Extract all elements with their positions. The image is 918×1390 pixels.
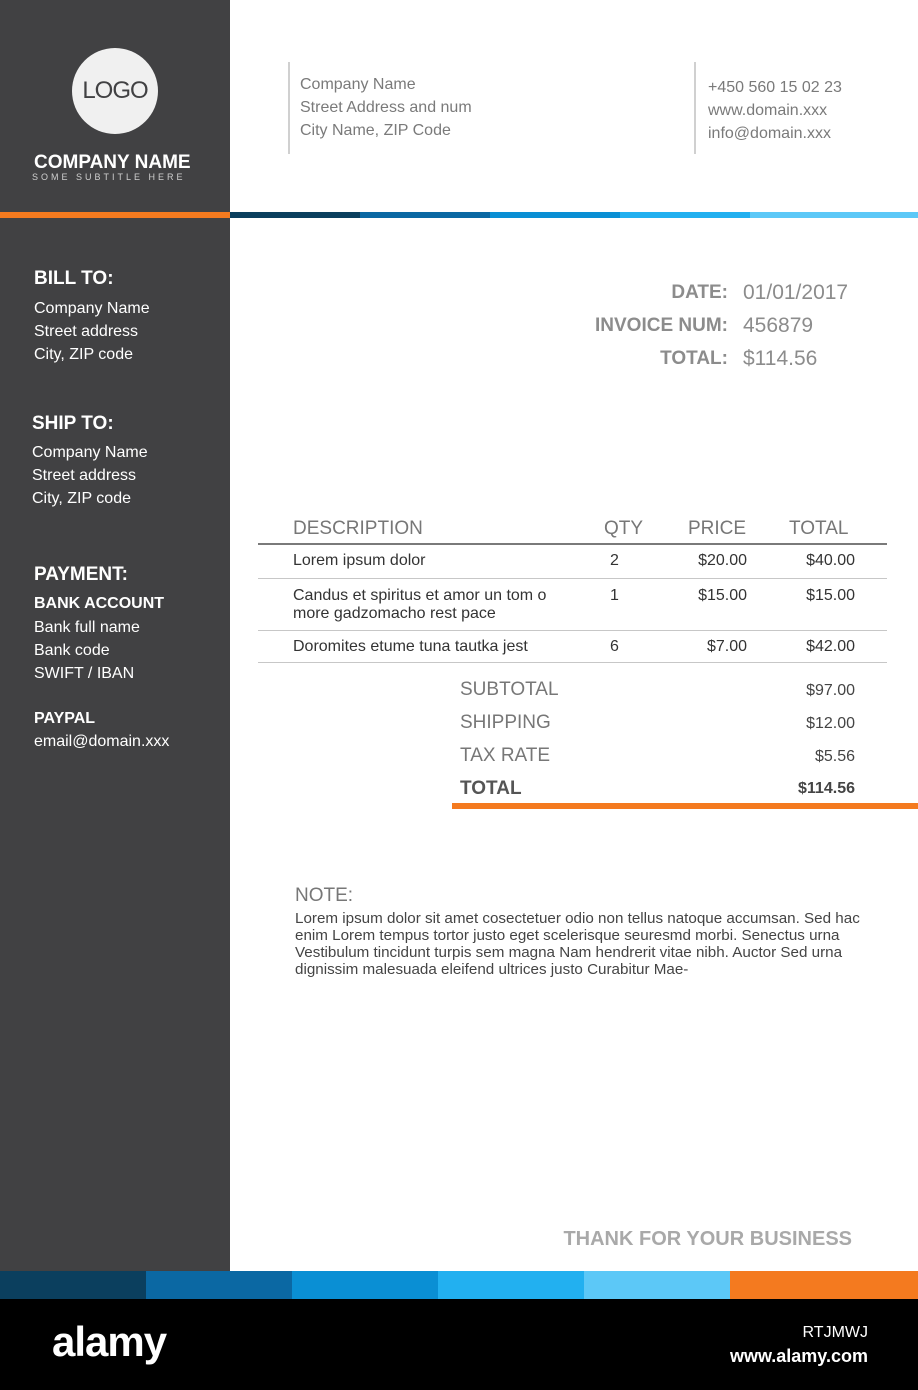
header-divider — [288, 62, 290, 154]
image-id: RTJMWJ — [802, 1324, 868, 1341]
bill-to-heading: BILL TO: — [34, 268, 114, 289]
row-description: Candus et spiritus et amor un tom o more gadzomacho rest pace — [293, 587, 547, 622]
color-strip-segment — [438, 1271, 584, 1299]
summary-total-label: TOTAL — [460, 778, 522, 799]
address-line: City Name, ZIP Code — [300, 122, 451, 139]
color-strip-segment — [146, 1271, 292, 1299]
header-divider — [694, 62, 696, 154]
tax-rate-label: TAX RATE — [460, 745, 551, 766]
column-header-qty: QTY — [604, 518, 644, 539]
row-qty: 6 — [610, 638, 619, 655]
tax-rate-value: $5.56 — [814, 748, 855, 765]
summary-total-value: $114.56 — [798, 780, 855, 797]
color-strip-segment — [584, 1271, 730, 1299]
row-price: $7.00 — [706, 638, 747, 655]
paypal-heading: PAYPAL — [34, 710, 96, 727]
bank-line: SWIFT / IBAN — [34, 665, 135, 682]
note-heading: NOTE: — [295, 885, 354, 906]
bank-line: Bank full name — [34, 619, 140, 636]
shipping-value: $12.00 — [806, 715, 855, 732]
row-qty: 1 — [610, 587, 619, 604]
alamy-logo: alamy — [52, 1318, 167, 1365]
total-value: $114.56 — [743, 347, 818, 370]
date-value: 01/01/2017 — [743, 281, 849, 304]
color-strip-segment — [490, 212, 620, 218]
subtotal-label: SUBTOTAL — [460, 679, 559, 700]
header-address — [300, 73, 472, 142]
column-header-description: DESCRIPTION — [293, 518, 423, 539]
row-price: $20.00 — [698, 552, 747, 569]
color-strip-segment — [750, 212, 918, 218]
total-label: TOTAL: — [660, 348, 728, 369]
paypal-email: email@domain.xxx — [34, 733, 170, 750]
ship-to-line: City, ZIP code — [32, 490, 131, 507]
column-header-total: TOTAL — [789, 518, 849, 539]
bill-to-line: Street address — [34, 323, 139, 340]
column-header-price: PRICE — [688, 518, 747, 539]
invoice-number-value: 456879 — [743, 314, 814, 337]
payment-heading: PAYMENT: — [34, 564, 128, 585]
row-divider — [258, 630, 887, 631]
color-strip-segment — [360, 212, 490, 218]
color-strip-segment — [230, 212, 360, 218]
company-logo — [72, 48, 158, 134]
phone-number: +450 560 15 02 23 — [708, 79, 842, 96]
company-name: COMPANY NAME — [34, 152, 191, 173]
bill-to-line: City, ZIP code — [34, 346, 133, 363]
ship-to-heading: SHIP TO: — [32, 413, 114, 434]
row-price: $15.00 — [698, 587, 747, 604]
row-total: $42.00 — [806, 638, 855, 655]
row-qty: 2 — [610, 552, 619, 569]
logo-text: LOGO — [82, 77, 148, 104]
shipping-label: SHIPPING — [460, 712, 551, 733]
bill-to-line: Company Name — [34, 300, 150, 317]
watermark-site: www.alamy.com — [729, 1346, 868, 1366]
date-label: DATE: — [671, 282, 728, 303]
table-header-rule — [258, 543, 887, 545]
address-line: Street Address and num — [300, 99, 472, 116]
row-description: Lorem ipsum dolor — [293, 552, 426, 569]
total-accent-bar — [452, 803, 918, 809]
thank-you-message: THANK FOR YOUR BUSINESS — [563, 1228, 852, 1250]
email: info@domain.xxx — [708, 125, 831, 142]
website: www.domain.xxx — [708, 102, 828, 119]
note-body: Lorem ipsum dolor sit amet cosectetuer odio non tellus natoque accumsan. Sed hac enim Lorem tempus tortor justo eget scelerisque seuresmd morbi. Senectus urna Vestibulum tincidunt turpis sem magna Nam hendrerit vitae nibh. Auctor Sed urna dignissim malesuada eleifend ultrices justo Curabitur Mae- — [295, 910, 860, 978]
row-total: $15.00 — [806, 587, 855, 604]
subtotal-value: $97.00 — [806, 682, 855, 699]
ship-to-line: Street address — [32, 467, 137, 484]
row-divider — [258, 662, 887, 663]
color-strip-segment — [0, 1271, 146, 1299]
sidebar-accent-bar — [0, 212, 230, 218]
bank-account-heading: BANK ACCOUNT — [34, 595, 165, 612]
bank-line: Bank code — [34, 642, 110, 659]
row-divider — [258, 578, 887, 579]
row-total: $40.00 — [806, 552, 855, 569]
row-description: Doromites etume tuna tautka jest — [293, 638, 528, 655]
color-strip-segment — [620, 212, 750, 218]
color-strip-segment — [730, 1271, 918, 1299]
company-subtitle: SOME SUBTITLE HERE — [32, 172, 186, 182]
color-strip-segment — [292, 1271, 438, 1299]
invoice-number-label: INVOICE NUM: — [595, 315, 728, 336]
header-contact — [708, 76, 842, 145]
ship-to-line: Company Name — [32, 444, 148, 461]
address-line: Company Name — [300, 76, 416, 93]
